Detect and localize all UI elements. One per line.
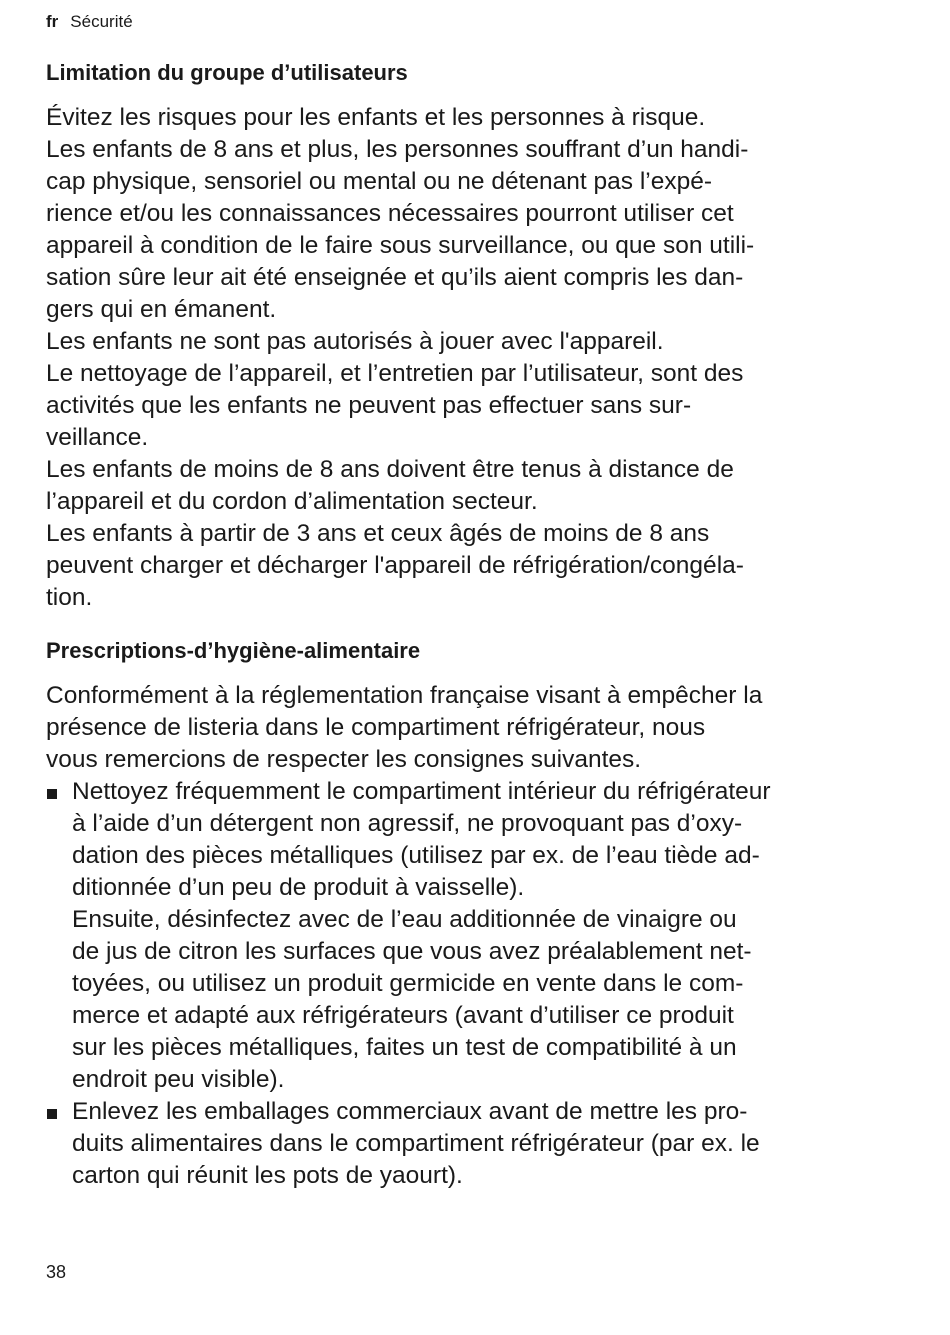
- text-line: Nettoyez fréquemment le compartiment intérieur du réfrigérateur: [72, 778, 771, 805]
- section-heading: Limitation du groupe d’utilisateurs: [46, 60, 408, 85]
- text-line: Les enfants ne sont pas autorisés à jouer avec l'appareil.: [46, 328, 664, 355]
- text-line: vous remercions de respecter les consignes suivantes.: [46, 746, 642, 773]
- section-intro: [46, 680, 896, 776]
- text-line: appareil à condition de le faire sous surveillance, ou que son utili-: [46, 232, 755, 259]
- section-body: [46, 102, 896, 614]
- text-line: carton qui réunit les pots de yaourt).: [72, 1162, 463, 1189]
- section-user-group-limitation: [46, 58, 896, 614]
- text-line: merce et adapté aux réfrigérateurs (avant d’utiliser ce produit: [72, 1002, 734, 1029]
- text-line: Le nettoyage de l’appareil, et l’entretien par l’utilisateur, sont des: [46, 360, 744, 387]
- text-line: toyées, ou utilisez un produit germicide en vente dans le com-: [72, 970, 744, 997]
- list-item: [46, 1096, 896, 1192]
- text-line: présence de listeria dans le compartiment réfrigérateur, nous: [46, 714, 706, 741]
- text-line: Les enfants de 8 ans et plus, les personnes souffrant d’un handi-: [46, 136, 749, 163]
- text-line: activités que les enfants ne peuvent pas effectuer sans sur-: [46, 392, 692, 419]
- text-line: sur les pièces métalliques, faites un test de compatibilité à un: [72, 1034, 737, 1061]
- text-line: de jus de citron les surfaces que vous avez préalablement net-: [72, 938, 752, 965]
- section-food-hygiene: [46, 636, 896, 1192]
- text-line: Ensuite, désinfectez avec de l’eau additionnée de vinaigre ou: [72, 906, 737, 933]
- text-line: peuvent charger et décharger l'appareil de réfrigération/congéla-: [46, 552, 744, 579]
- text-line: Évitez les risques pour les enfants et les personnes à risque.: [46, 104, 706, 131]
- text-line: veillance.: [46, 424, 149, 451]
- square-bullet-icon: [47, 789, 57, 799]
- text-line: l’appareil et du cordon d’alimentation secteur.: [46, 488, 538, 515]
- page-number: 38: [46, 1262, 67, 1282]
- text-line: dation des pièces métalliques (utilisez par ex. de l’eau tiède ad-: [72, 842, 760, 869]
- text-line: Conformément à la réglementation française visant à empêcher la: [46, 682, 763, 709]
- text-line: cap physique, sensoriel ou mental ou ne détenant pas l’expé-: [46, 168, 713, 195]
- section-heading: Prescriptions-d’hygiène-alimentaire: [46, 638, 421, 663]
- text-line: Enlevez les emballages commerciaux avant de mettre les pro-: [72, 1098, 748, 1125]
- text-line: endroit peu visible).: [72, 1066, 285, 1093]
- text-line: à l’aide d’un détergent non agressif, ne provoquant pas d’oxy-: [72, 810, 743, 837]
- list-item: [46, 776, 896, 1096]
- text-line: rience et/ou les connaissances nécessaires pourront utiliser cet: [46, 200, 734, 227]
- text-line: Les enfants à partir de 3 ans et ceux âgés de moins de 8 ans: [46, 520, 710, 547]
- square-bullet-icon: [47, 1109, 57, 1119]
- page-content: [46, 58, 896, 1192]
- text-line: gers qui en émanent.: [46, 296, 277, 323]
- text-line: Les enfants de moins de 8 ans doivent être tenus à distance de: [46, 456, 734, 483]
- text-line: sation sûre leur ait été enseignée et qu’ils aient compris les dan-: [46, 264, 744, 291]
- text-line: duits alimentaires dans le compartiment réfrigérateur (par ex. le: [72, 1130, 760, 1157]
- language-code: fr: [46, 12, 59, 31]
- chapter-title: Sécurité: [70, 12, 133, 31]
- text-line: ditionnée d’un peu de produit à vaisselle).: [72, 874, 525, 901]
- text-line: tion.: [46, 584, 93, 611]
- running-header: [46, 11, 133, 33]
